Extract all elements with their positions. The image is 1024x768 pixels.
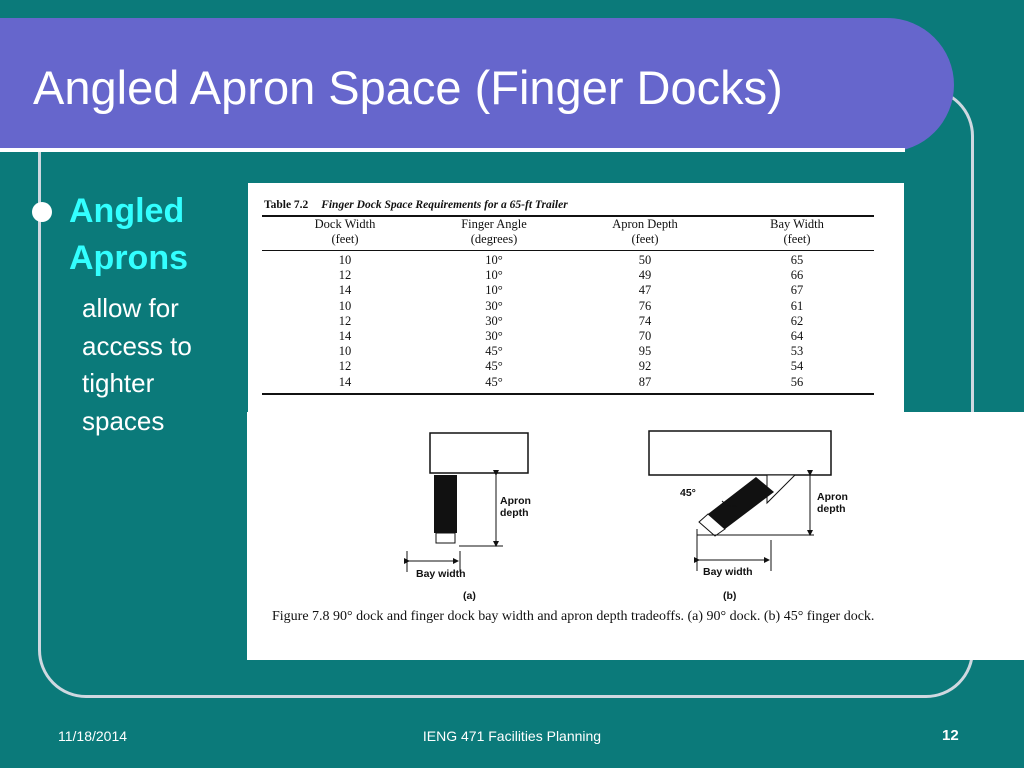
table-cell: 45° <box>485 374 503 389</box>
table-row <box>248 375 904 390</box>
dock-b-finger <box>767 475 795 503</box>
dock-a-bay-width-label: Bay width <box>416 568 466 580</box>
panel-a-label: (a) <box>463 590 476 602</box>
bullet-heading: Angled Aprons <box>69 192 188 277</box>
table-cell: 92 <box>638 359 652 374</box>
table-cell: 65 <box>790 253 804 267</box>
dock-a-apron-depth-label: Apron depth <box>500 495 531 519</box>
table-cell: 87 <box>638 374 652 389</box>
table-cell: 10 <box>338 344 352 359</box>
table-cell: 10° <box>485 268 503 283</box>
table-cell: 45° <box>485 344 503 359</box>
footer-date: 11/18/2014 <box>58 728 128 744</box>
col-header-apron-depth: Apron Depth (feet) <box>612 217 678 246</box>
table-body <box>248 253 904 390</box>
dock-b-angle-label: 45° <box>680 487 696 499</box>
table-cell: 47 <box>638 283 652 298</box>
panel-b-label: (b) <box>723 590 737 602</box>
table-cell: 45° <box>485 359 503 374</box>
table-cell: 95 <box>638 344 652 359</box>
table-cell: 12 <box>338 268 352 283</box>
dock-b-trailer <box>708 477 774 529</box>
dock-a-cab <box>436 533 455 543</box>
table-cell: 74 <box>638 313 652 328</box>
table-cell: 30° <box>485 298 503 313</box>
table-cell: 66 <box>790 268 804 283</box>
title-underline <box>0 148 905 152</box>
table-row <box>248 359 904 374</box>
table-cell: 12 <box>338 359 352 374</box>
table-cell: 70 <box>638 328 652 343</box>
table-cell: 30° <box>485 328 503 343</box>
table-image <box>248 183 904 413</box>
table-cell: 30° <box>485 313 503 328</box>
table-header-rule <box>262 250 874 251</box>
table-cell: 14 <box>338 283 352 298</box>
figure-caption: Figure 7.8 90° dock and finger dock bay width and apron depth tradeoffs. (a) 90° dock. (b) 45° finger dock. <box>272 609 875 624</box>
table-cell: 10° <box>485 253 503 267</box>
table-cell: 10 <box>338 253 352 267</box>
table-row <box>248 283 904 298</box>
dock-b-building <box>649 431 831 475</box>
table-cell: 67 <box>790 283 804 298</box>
footer-course: IENG 471 Facilities Planning <box>422 728 602 744</box>
table-cell: 50 <box>638 253 652 267</box>
table-cell: 12 <box>338 313 352 328</box>
dock-a-trailer <box>434 475 457 533</box>
bullet-dot-icon <box>32 202 52 222</box>
table-row <box>248 344 904 359</box>
table-bottom-rule <box>262 393 874 395</box>
slide-title: Angled Apron Space (Finger Docks) <box>33 61 783 114</box>
dock-a-building <box>430 433 528 473</box>
col-header-dock-width: Dock Width (feet) <box>314 217 376 246</box>
table-cell: 10° <box>485 283 503 298</box>
table-cell: 61 <box>790 298 804 313</box>
table-cell: 64 <box>790 328 804 343</box>
table-cell: 62 <box>790 313 804 328</box>
table-cell: 76 <box>638 298 652 313</box>
table-row <box>248 268 904 283</box>
dock-b-bay-width-label: Bay width <box>703 566 753 578</box>
bullet-body: allow for access to tighter spaces <box>82 293 192 436</box>
footer-page-number: 12 <box>942 727 959 744</box>
col-header-finger-angle: Finger Angle (degrees) <box>461 217 527 246</box>
dock-b-apron-depth-label: Apron depth <box>817 491 848 515</box>
table-cell: 56 <box>790 374 804 389</box>
table-row <box>248 299 904 314</box>
table-cell: 14 <box>338 374 352 389</box>
table-cell: 49 <box>638 268 652 283</box>
table-row <box>248 329 904 344</box>
col-header-bay-width: Bay Width (feet) <box>770 217 824 246</box>
table-cell: 14 <box>338 328 352 343</box>
table-caption-title: Finger Dock Space Requirements for a 65-ft Trailer <box>321 199 568 211</box>
table-row <box>248 314 904 329</box>
table-cell: 53 <box>790 344 804 359</box>
figure-image <box>247 412 1024 660</box>
table-row <box>248 253 904 268</box>
table-caption <box>264 199 568 211</box>
table-caption-number: Table 7.2 <box>264 199 309 211</box>
table-cell: 54 <box>790 359 804 374</box>
title-bar <box>0 18 954 152</box>
table-cell: 10 <box>338 298 352 313</box>
